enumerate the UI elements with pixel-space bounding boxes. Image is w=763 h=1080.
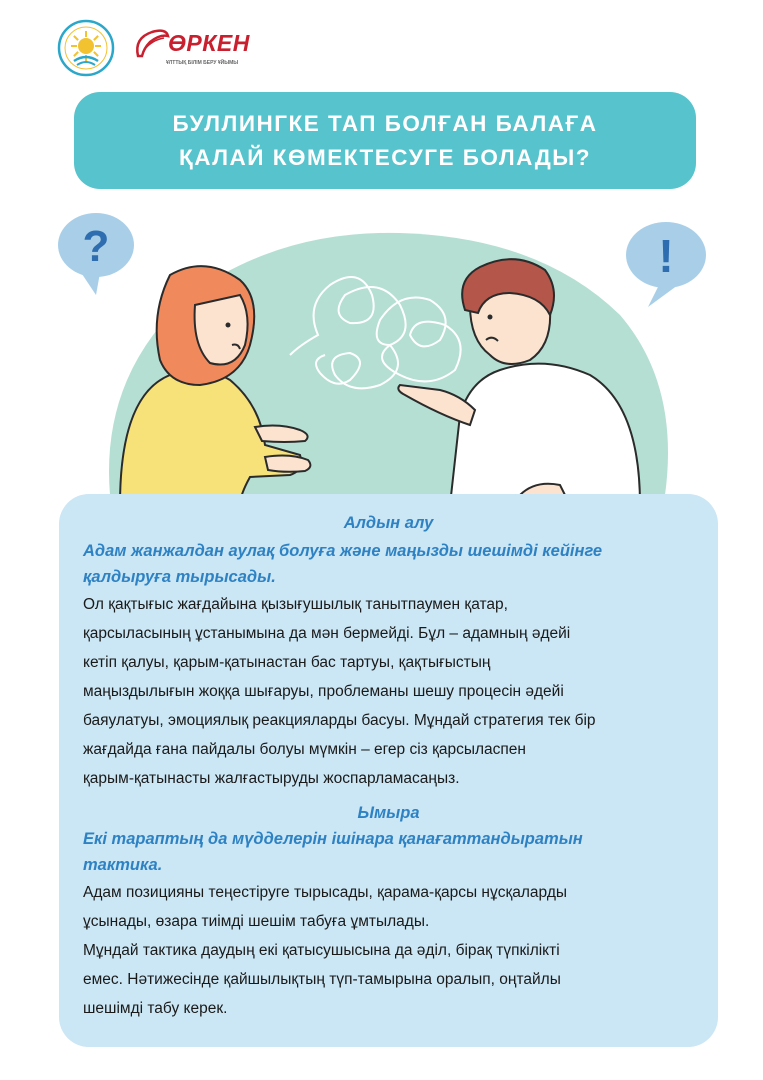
orken-logo	[132, 24, 250, 74]
section-2-body-line: шешімді табу керек.	[83, 1000, 228, 1017]
exclamation-bubble-icon	[626, 222, 706, 307]
section-2-body-line: Мұндай тактика даудың екі қатысушысына да әділ, бірақ түпкілікті	[83, 942, 560, 959]
title-line-2: ҚАЛАЙ КӨМЕКТЕСУГЕ БОЛАДЫ?	[179, 144, 591, 170]
exclamation-mark: !	[658, 230, 674, 282]
section-1-subtitle-line: қалдыруға тырысады.	[83, 568, 276, 586]
section-2-subtitle-line: тактика.	[83, 856, 163, 874]
question-mark: ?	[82, 222, 110, 271]
section-2-body-line: ұсынады, өзара тиімді шешім табуға ұмтылады.	[83, 913, 430, 930]
section-2-subtitle-line: Екі тараптың да мүдделерін ішінара қанағаттандыратын	[83, 830, 583, 848]
section-1-body-line: маңыздылығын жоққа шығаруы, проблеманы шешу процесін әдейі	[83, 683, 564, 700]
section-2-subtitle	[83, 826, 703, 878]
section-2-body-line: Адам позицияны теңестіруге тырысады, қарама-қарсы нұсқаларды	[83, 884, 568, 901]
section-2-body-line: емес. Нәтижесінде қайшылықтың түп-тамырына оралып, оңтайлы	[83, 971, 561, 988]
section-1-body-line: жағдайда ғана пайдалы болуы мүмкін – егер сіз қарсыласпен	[83, 741, 526, 758]
sun-emblem-icon	[57, 19, 115, 77]
section-1-body-line: кетіп қалуы, қарым-қатынастан бас тартуы, қақтығыстың	[83, 654, 491, 671]
leaf-icon	[132, 26, 172, 62]
question-bubble-icon	[58, 213, 134, 295]
section-1-subtitle	[83, 538, 703, 590]
section-1-subtitle-line: Адам жанжалдан аулақ болуға және маңызды шешімді кейінге	[83, 542, 603, 560]
title-line-1: БУЛЛИНГКЕ ТАП БОЛҒАН БАЛАҒА	[172, 110, 598, 136]
section-2-body	[83, 878, 713, 1023]
section-1-body	[83, 590, 713, 793]
left-logo	[57, 19, 115, 77]
content-card	[59, 494, 718, 1047]
title-banner	[74, 92, 696, 189]
orken-logo-caption: ҰЛТТЫҚ БІЛІМ БЕРУ ҰЙЫМЫ	[166, 60, 239, 66]
section-1-body-line: баяулатуы, эмоциялық реакцияларды басуы. Мұндай стратегия тек бір	[83, 712, 596, 729]
conflict-illustration	[0, 195, 763, 505]
section-2-heading: Ымыра	[357, 804, 420, 822]
section-1-body-line: қарсыласының ұстанымына да мән бермейді. Бұл – адамның әдейі	[83, 625, 571, 642]
orken-logo-name: ӨРКЕН	[168, 30, 250, 56]
section-1-body-line: қарым-қатынасты жалғастыруды жоспарламасаңыз.	[83, 770, 460, 787]
section-1-body-line: Ол қақтығыс жағдайына қызығушылық танытпаумен қатар,	[83, 596, 508, 613]
section-1-heading: Алдын алу	[343, 514, 434, 532]
